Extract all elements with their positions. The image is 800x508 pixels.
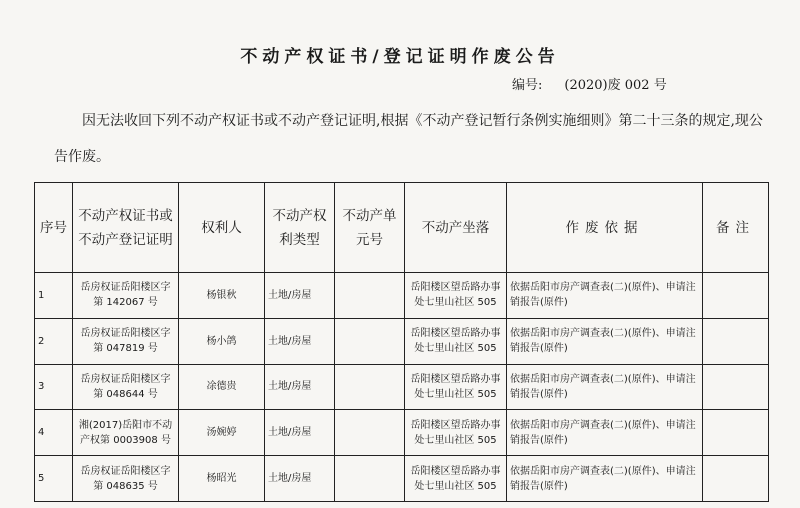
cell-right-type: 土地/房屋 bbox=[265, 273, 335, 319]
header-unit-no: 不动产单元号 bbox=[335, 183, 405, 273]
cell-basis: 依据岳阳市房产调查表(二)(原件)、申请注销报告(原件) bbox=[507, 364, 703, 410]
cell-right-type: 土地/房屋 bbox=[265, 364, 335, 410]
cell-basis: 依据岳阳市房产调查表(二)(原件)、申请注销报告(原件) bbox=[507, 456, 703, 502]
header-seq: 序号 bbox=[35, 183, 73, 273]
table-row bbox=[35, 318, 769, 364]
cell-right-type: 土地/房屋 bbox=[265, 410, 335, 456]
cell-basis: 依据岳阳市房产调查表(二)(原件)、申请注销报告(原件) bbox=[507, 273, 703, 319]
cell-basis: 依据岳阳市房产调查表(二)(原件)、申请注销报告(原件) bbox=[507, 410, 703, 456]
cell-cert: 岳房权证岳阳楼区字第 142067 号 bbox=[73, 273, 179, 319]
cell-cert: 岳房权证岳阳楼区字第 048644 号 bbox=[73, 364, 179, 410]
cell-unit-no bbox=[335, 456, 405, 502]
header-owner: 权利人 bbox=[179, 183, 265, 273]
document-number-value: (2020)废 002 号 bbox=[564, 78, 667, 93]
cell-owner: 凃德贵 bbox=[179, 364, 265, 410]
cell-cert: 岳房权证岳阳楼区字第 047819 号 bbox=[73, 318, 179, 364]
cell-cert: 湘(2017)岳阳市不动产权第 0003908 号 bbox=[73, 410, 179, 456]
cell-right-type: 土地/房屋 bbox=[265, 456, 335, 502]
cell-seq: 3 bbox=[35, 364, 73, 410]
cell-location: 岳阳楼区望岳路办事处七里山社区 505 bbox=[405, 364, 507, 410]
header-cert: 不动产权证书或不动产登记证明 bbox=[73, 183, 179, 273]
document-number bbox=[512, 74, 689, 93]
cell-seq: 1 bbox=[35, 273, 73, 319]
cell-note bbox=[703, 318, 769, 364]
cell-seq: 2 bbox=[35, 318, 73, 364]
cell-location: 岳阳楼区望岳路办事处七里山社区 505 bbox=[405, 318, 507, 364]
cell-owner: 杨银秋 bbox=[179, 273, 265, 319]
cell-note bbox=[703, 456, 769, 502]
document-title: 不动产权证书/登记证明作废公告 bbox=[240, 47, 560, 67]
document-number-label: 编号: bbox=[512, 78, 543, 93]
cell-seq: 5 bbox=[35, 456, 73, 502]
cell-note bbox=[703, 273, 769, 319]
cell-owner: 杨昭光 bbox=[179, 456, 265, 502]
cell-right-type: 土地/房屋 bbox=[265, 318, 335, 364]
table-row bbox=[35, 456, 769, 502]
table-row bbox=[35, 364, 769, 410]
cell-owner: 杨小鸽 bbox=[179, 318, 265, 364]
cell-location: 岳阳楼区望岳路办事处七里山社区 505 bbox=[405, 456, 507, 502]
cell-cert: 岳房权证岳阳楼区字第 048635 号 bbox=[73, 456, 179, 502]
table-row bbox=[35, 410, 769, 456]
cell-unit-no bbox=[335, 318, 405, 364]
cell-seq: 4 bbox=[35, 410, 73, 456]
announcement-body: 因无法收回下列不动产权证书或不动产登记证明,根据《不动产登记暂行条例实施细则》第二十三条的规定,现公告作废。 bbox=[54, 113, 763, 165]
cell-location: 岳阳楼区望岳路办事处七里山社区 505 bbox=[405, 410, 507, 456]
void-certificate-table bbox=[34, 182, 769, 502]
header-basis: 作废依据 bbox=[507, 183, 703, 273]
header-right-type: 不动产权利类型 bbox=[265, 183, 335, 273]
cell-unit-no bbox=[335, 364, 405, 410]
cell-owner: 汤婉婷 bbox=[179, 410, 265, 456]
table-header-row bbox=[35, 183, 769, 273]
cell-note bbox=[703, 364, 769, 410]
cell-basis: 依据岳阳市房产调查表(二)(原件)、申请注销报告(原件) bbox=[507, 318, 703, 364]
cell-location: 岳阳楼区望岳路办事处七里山社区 505 bbox=[405, 273, 507, 319]
header-note: 备注 bbox=[703, 183, 769, 273]
cell-unit-no bbox=[335, 410, 405, 456]
table-row bbox=[35, 273, 769, 319]
header-location: 不动产坐落 bbox=[405, 183, 507, 273]
cell-note bbox=[703, 410, 769, 456]
cell-unit-no bbox=[335, 273, 405, 319]
